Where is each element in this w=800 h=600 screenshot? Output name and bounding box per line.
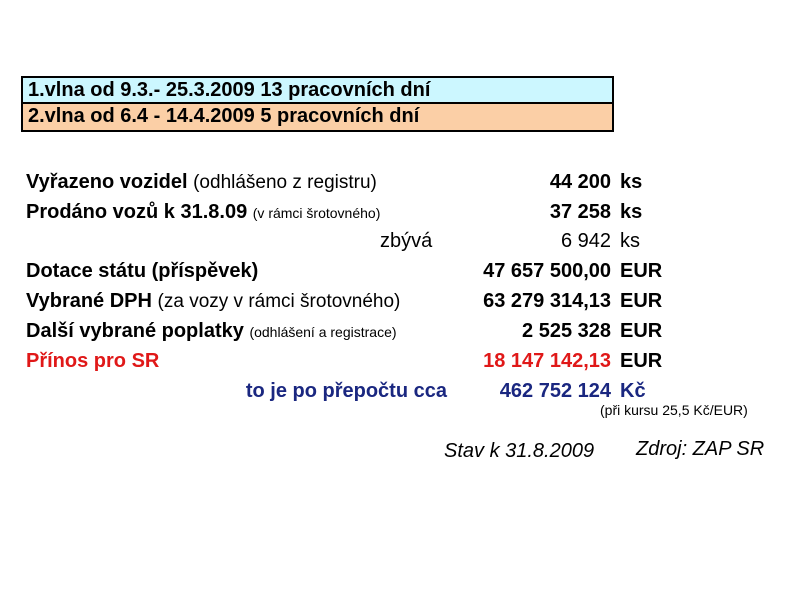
vat-unit: EUR bbox=[620, 290, 663, 312]
subsidy-value: 47 657 500,00 bbox=[483, 260, 611, 282]
remaining-unit: ks bbox=[620, 230, 640, 252]
row-benefit bbox=[0, 347, 800, 377]
scrapped-unit: ks bbox=[620, 171, 643, 193]
czk-value: 462 752 124 bbox=[499, 380, 611, 402]
wave-1-banner: 1.vlna od 9.3.- 25.3.2009 13 pracovních dní bbox=[21, 76, 614, 104]
row-scrapped bbox=[0, 168, 800, 198]
fees-unit: EUR bbox=[620, 320, 663, 342]
sold-value: 37 258 bbox=[549, 201, 611, 223]
row-remaining bbox=[0, 227, 800, 257]
benefit-label: Přínos pro SR bbox=[26, 350, 160, 372]
status-date: Stav k 31.8.2009 bbox=[444, 440, 595, 462]
sold-unit: ks bbox=[620, 201, 643, 223]
fees-label: Další vybrané poplatky (odhlášení a registrace) bbox=[26, 320, 397, 342]
row-sold bbox=[0, 198, 800, 228]
row-vat bbox=[0, 287, 800, 317]
fees-note: (odhlášení a registrace) bbox=[249, 324, 397, 340]
benefit-value: 18 147 142,13 bbox=[483, 350, 611, 372]
remaining-value: 6 942 bbox=[560, 230, 611, 252]
source-label: Zdroj: ZAP SR bbox=[636, 438, 765, 460]
benefit-unit: EUR bbox=[620, 350, 663, 372]
row-subsidy bbox=[0, 257, 800, 287]
vat-value: 63 279 314,13 bbox=[483, 290, 611, 312]
wave-2-banner: 2.vlna od 6.4 - 14.4.2009 5 pracovních dní bbox=[21, 104, 614, 132]
exchange-rate-note: (při kursu 25,5 Kč/EUR) bbox=[600, 402, 748, 418]
scrapped-note: (odhlášeno z registru) bbox=[193, 172, 377, 193]
remaining-label: zbývá bbox=[380, 230, 433, 252]
fees-value: 2 525 328 bbox=[522, 320, 611, 342]
subsidy-unit: EUR bbox=[620, 260, 663, 282]
sold-note: (v rámci šrotovného) bbox=[252, 205, 381, 221]
vat-label: Vybrané DPH (za vozy v rámci šrotovného) bbox=[26, 290, 401, 312]
subsidy-label: Dotace státu (příspěvek) bbox=[26, 260, 259, 282]
czk-label: to je po přepočtu cca bbox=[245, 380, 447, 402]
sold-label: Prodáno vozů k 31.8.09 (v rámci šrotovného) bbox=[26, 201, 381, 223]
czk-unit: Kč bbox=[620, 380, 646, 402]
scrapped-label: Vyřazeno vozidel (odhlášeno z registru) bbox=[26, 171, 377, 193]
row-fees bbox=[0, 317, 800, 347]
vat-note: (za vozy v rámci šrotovného) bbox=[157, 291, 401, 312]
scrapped-value: 44 200 bbox=[549, 171, 611, 193]
